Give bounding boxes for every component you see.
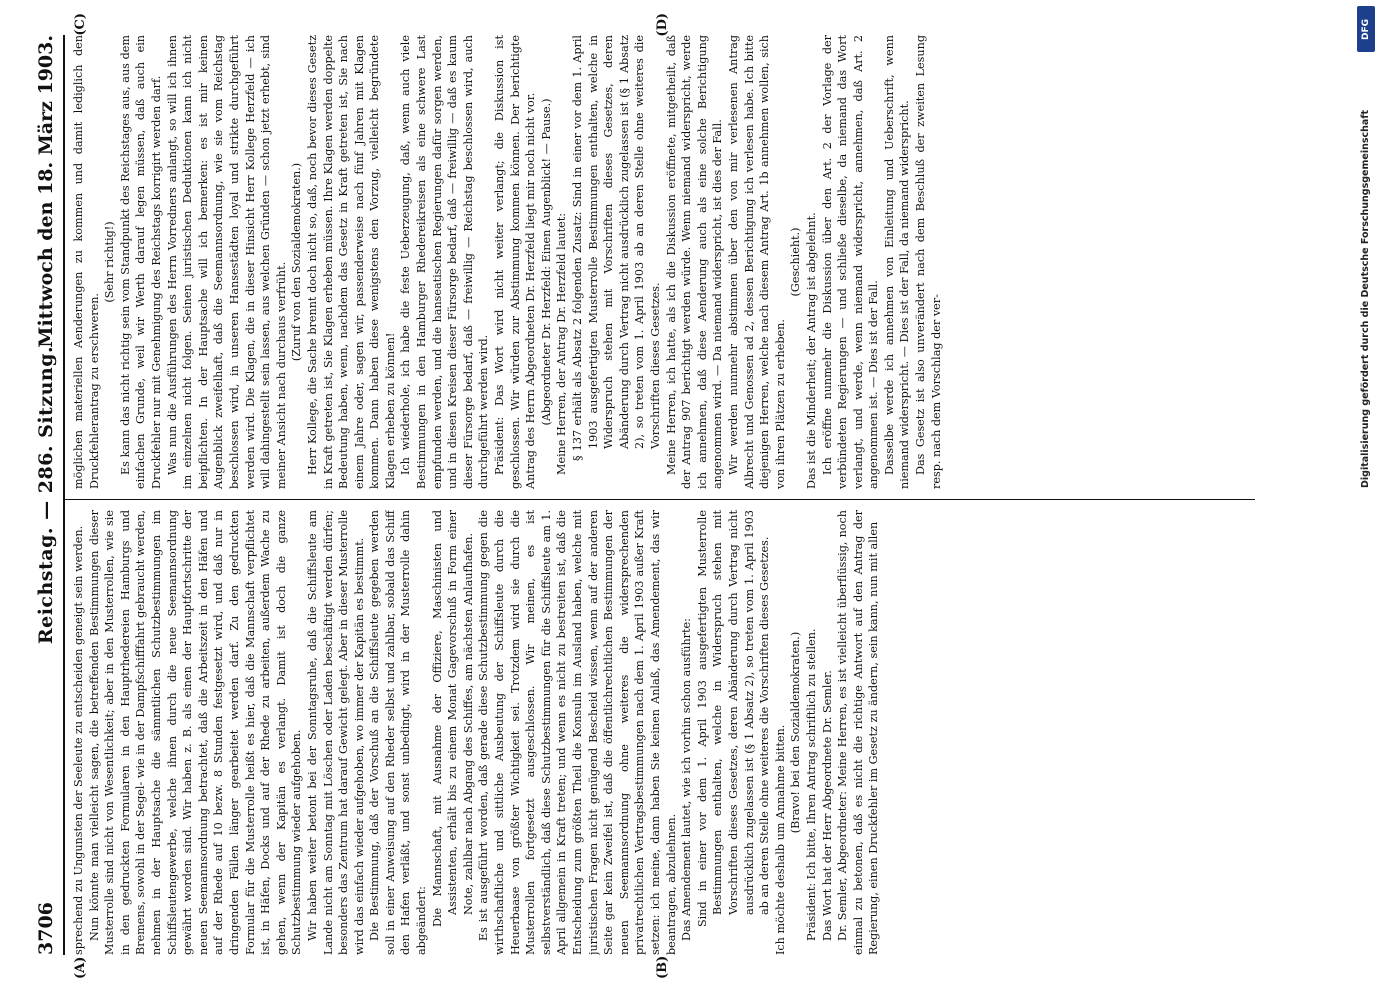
right-column bbox=[71, 35, 1265, 489]
quoted-paragraph: Sind in einer vor dem 1. April 1903 ausgefertigten Musterrolle Bestimmungen enthalten, welche in Widerspruch stehen mit Vorschriften dieses Gesetzes, deren Abänderung durch Vertrag nicht ausdrücklich zugelassen ist (§ 1 Absatz 2), so treten vom 1. April 1903 ab an deren Stelle ohne weiteres die Vorschriften dieses Gesetzes. bbox=[695, 510, 772, 927]
left-column bbox=[71, 510, 1265, 955]
paragraph: Das Gesetz ist also unverändert nach dem Beschluß der zweiten Lesung resp. nach dem Vorschlag der ver- bbox=[914, 35, 943, 489]
paragraph: Herr Kollege, die Sache brennt doch nicht so, daß, noch bevor dieses Gesetz in Kraft getreten ist, Sie Klagen erheben müssen. Ihre Klagen werden doppelte Bedeutung haben, wenn, nachdem das Gesetz in Kraft getreten ist, Sie nach einem Jahre oder, sagen wir, passenderweise nach fünf Jahren mit Klagen kommen. Dann haben diese wenigstens den Vorzug, vielleicht begründete Klagen erheben zu können! bbox=[305, 35, 397, 489]
quoted-paragraph: Die Mannschaft, mit Ausnahme der Offiziere, Maschinisten und Assistenten, erhält bis zu einem Monat Gagevorschuß in Form einer Note, zahlbar nach Abgang des Schiffes, am nächsten Anlaufhafen. bbox=[430, 510, 475, 927]
paragraph: Die Bestimmung, daß der Vorschuß an die Schiffsleute gegeben werden soll in einer Anweisung auf den Rheder selbst und zahlbar, sobald das Schiff den Hafen verläßt, und sonst unbedingt, wird in der Musterrolle dahin abgeändert: bbox=[368, 510, 429, 955]
paragraph: Es kann das nicht richtig sein vom Standpunkt des Reichstages aus, aus dem einfachen Grunde, weil wir Werth darauf legen müssen, daß auch ein Druckfehler nur mit Genehmigung des Reichstags korrigirt werden darf. bbox=[118, 35, 163, 489]
paragraph: Meine Herren, ich hatte, als ich die Diskussion eröffnete, mitgetheilt, daß der Antrag 907 berichtigt werden würde. Wenn niemand widerspricht, werde ich annehmen, daß diese Aenderung auch als eine solche Berichtigung angenommen wird. — Da niemand widerspricht, ist dies der Fall. bbox=[664, 35, 725, 489]
paragraph: Ich eröffne nunmehr die Diskussion über den Art. 2 der Vorlage der verbündeten Regierungen — und schließe dieselbe, da niemand das Wort verlangt, und werde, wenn niemand widerspricht, annehmen, daß Art. 2 angenommen ist. — Dies ist der Fall. bbox=[820, 35, 881, 489]
session-date: Mittwoch den 18. März 1903. bbox=[35, 35, 57, 348]
paragraph: Dr. Semler, Abgeordneter: Meine Herren, es ist vielleicht überflüssig, noch einmal zu betonen, daß es nicht die richtige Antwort auf den Antrag der Regierung, einen Druckfehler im Gesetz zu ändern, sein kann, nun mit allen bbox=[836, 510, 881, 955]
quoted-paragraph: § 137 erhält als Absatz 2 folgenden Zusatz: Sind in einer vor dem 1. April 1903 ausgefertigten Musterrolle Bestimmungen enthalten, welche in Widerspruch stehen mit Vorschriften dieses Gesetzes, deren Abänderung durch Vertrag nicht ausdrücklich zugelassen ist (§ 1 Absatz 2), so treten vom 1. April 1903 ab an deren Stelle ohne weiteres die Vorschriften dieses Gesetzes. bbox=[571, 35, 662, 461]
page-content bbox=[5, 5, 1305, 995]
paragraph: Was nun die Ausführungen des Herrn Vorredners anlangt, so will ich ihnen im einzelnen nicht folgen. Seinen juristischen Deduktionen kann ich nicht beipflichten. In der Hauptsache will ich bemerken: es ist mir keinen Augenblick zweifelhaft, daß die Seemannsordnung, wie sie vom Reichstag beschlossen wird, in unseren Hansestädten loyal und strikte durchgeführt werden wird. Die Klagen, die in dieser Hinsicht Herr Kollege Herzfeld — ich will dahingestellt sein lassen, aus welchen Gründen — schon jetzt erhebt, sind meiner Ansicht nach durchaus verfrüht. bbox=[165, 35, 288, 489]
page-title: Reichstag. — 286. Sitzung. bbox=[35, 345, 57, 645]
dfg-logo: DFG bbox=[1357, 6, 1375, 52]
margin-marker-d: (D) bbox=[655, 13, 670, 37]
paragraph: Nun könnte man vielleicht sagen, die betreffenden Bestimmungen dieser Musterrolle sind nicht von Wesentlichkeit; aber in den Musterrollen, wie sie in den gedruckten Formularen in den Hauptrhedereien Hamburgs und Bremens, sowohl in der Segel- wie in der Dampfschifffahrt gebraucht werden, nehmen in der Hauptsache die sämmtlichen Schutzbestimmungen im Schiffsleutengewerbe, welche ihnen durch die neue Seemannsordnung gewährt worden sind. Wir haben z. B. als einen der Hauptfortschritte der neuen Seemannsordnung betrachtet, daß die Arbeitszeit in den Häfen und auf der Rhede auf 10 bezw. 8 Stunden festgesetzt wird, und daß nur in dringenden Fällen länger gearbeitet werden darf. Zu den gedruckten Formular für die Musterrolle heißt es hier, daß die Mannschaft verpflichtet ist, in Häfen, Docks und auf der Rhede zu arbeiten, außerdem Wache zu gehen, wenn der Kapitän es verlangt. Damit ist doch die ganze Schutzbestimmung wieder aufgehoben. bbox=[87, 510, 304, 955]
interjection: (Abgeordneter Dr. Herzfeld: Einen Augenblick! — Pause.) bbox=[539, 98, 553, 426]
margin-marker-c: (C) bbox=[73, 13, 88, 36]
paragraph: Es ist ausgeführt worden, daß gerade diese Schutzbestimmung gegen die wirthschaftliche und sittliche Ausbeutung der Schiffsleute durch die Heuerbaase von größter Wichtigkeit sei. Trotzdem wird sie durch die Musterrollen fortgesetzt ausgeschlossen. Wir meinen, es ist selbstverständlich, daß diese Schutzbestimmungen für die Schiffsleute am 1. April allgemein in Kraft treten; und wenn es nicht zu bestreiten ist, daß die Entscheidung zum größten Theil die Konsuln im Ausland haben, welche mit juristischen Fragen nicht genügend Bescheid wissen, wenn auf der anderen Seite gar kein Zweifel ist, daß die öffentlichrechtlichen Bestimmungen der neuen Seemannsordnung ohne weiteres die widersprechenden privatrechtlichen Vertragsbestimmungen nach dem 1. April 1903 außer Kraft setzen: ich meine, dann haben Sie keinen Anlaß, das Amendement, das wir beantragen, abzulehnen. bbox=[477, 510, 678, 955]
interjection: (Zuruf von den Sozialdemokraten.) bbox=[290, 162, 304, 362]
paragraph: Präsident: Das Wort wird nicht weiter verlangt; die Diskussion ist geschlossen. Wir würden zur Abstimmung kommen können. Der berichtigte Antrag des Herrn Abgeordneten Dr. Herzfeld liegt mir noch nicht vor. bbox=[493, 35, 538, 489]
paragraph: Wir haben weiter betont bei der Sonntagsruhe, daß die Schiffsleute am Lande nicht am Sonntag mit Löschen oder Laden beschäftigt werden dürfen; besonders das Zentrum hat darauf Gewicht gelegt. Aber in dieser Musterrolle wird das einfach wieder aufgehoben, wo immer der Kapitän es bestimmt. bbox=[305, 510, 366, 955]
paragraph: Präsident: Ich bitte, Ihren Antrag schriftlich zu stellen. bbox=[804, 628, 818, 941]
header-rule bbox=[63, 35, 65, 955]
margin-marker-b: (B) bbox=[655, 955, 670, 979]
page-header bbox=[35, 35, 65, 955]
paragraph: Ich möchte deshalb um Annahme bitten. bbox=[773, 724, 787, 955]
digitization-credit: Digitalisierung gefördert durch die Deutsche Forschungsgemeinschaft bbox=[1360, 110, 1371, 488]
paragraph: möglichen materiellen Aenderungen zu kommen und damit lediglich den Druckfehlerantrag zu erschweren. bbox=[72, 35, 101, 489]
side-credit-strip bbox=[1352, 0, 1380, 1000]
margin-marker-a: (A) bbox=[73, 956, 88, 979]
paragraph: Dasselbe werde ich annehmen von Einleitung und Ueberschrift, wenn niemand widerspricht. — Dies ist der Fall, da niemand widerspricht. bbox=[882, 35, 912, 489]
paragraph: Ich wiederhole, ich habe die feste Ueberzeugung, daß, wenn auch viele Bestimmungen in den Hamburger Rhedereikreisen als eine schwere Last empfunden werden, und die hanseatischen Regierungen dafür sorgen werden, und in diesen Kreisen dieser Fürsorge bedarf, daß — freiwillig — daß es kaum dieser Fürsorge bedarf, daß — freiwillig — Reichstag beschlossen wird, auch durchgeführt werden wird. bbox=[399, 35, 491, 489]
paragraph: Meine Herren, der Antrag Dr. Herzfeld lautet: bbox=[555, 213, 569, 475]
interjection: (Bravo! bei den Sozialdemokraten.) bbox=[789, 631, 803, 834]
column-divider bbox=[63, 499, 1255, 500]
paragraph: sprechend zu Ungunsten der Seeleute zu entscheiden geneigt sein werden. bbox=[72, 525, 85, 955]
paragraph: Das ist die Minderheit; der Antrag ist abgelehnt. bbox=[804, 212, 818, 489]
page-number: 3706 bbox=[35, 902, 57, 955]
rotated-page bbox=[5, 5, 1305, 995]
paragraph: Wir werden nunmehr abstimmen über den von mir verlesenen Antrag Albrecht und Genossen ad 2, dessen Berichtigung ich verlesen habe. Ich bitte diejenigen Herren, welche nach diesem Antrag Art. 1b annehmen wollen, sich von ihren Plätzen zu erheben. bbox=[726, 35, 787, 489]
interjection: (Geschieht.) bbox=[789, 227, 803, 297]
interjection: (Sehr richtig!) bbox=[103, 221, 117, 303]
paragraph: Das Wort hat der Herr Abgeordnete Dr. Semler. bbox=[820, 670, 834, 941]
paragraph: Das Amendement lautet, wie ich vorhin schon ausführte: bbox=[680, 618, 694, 941]
